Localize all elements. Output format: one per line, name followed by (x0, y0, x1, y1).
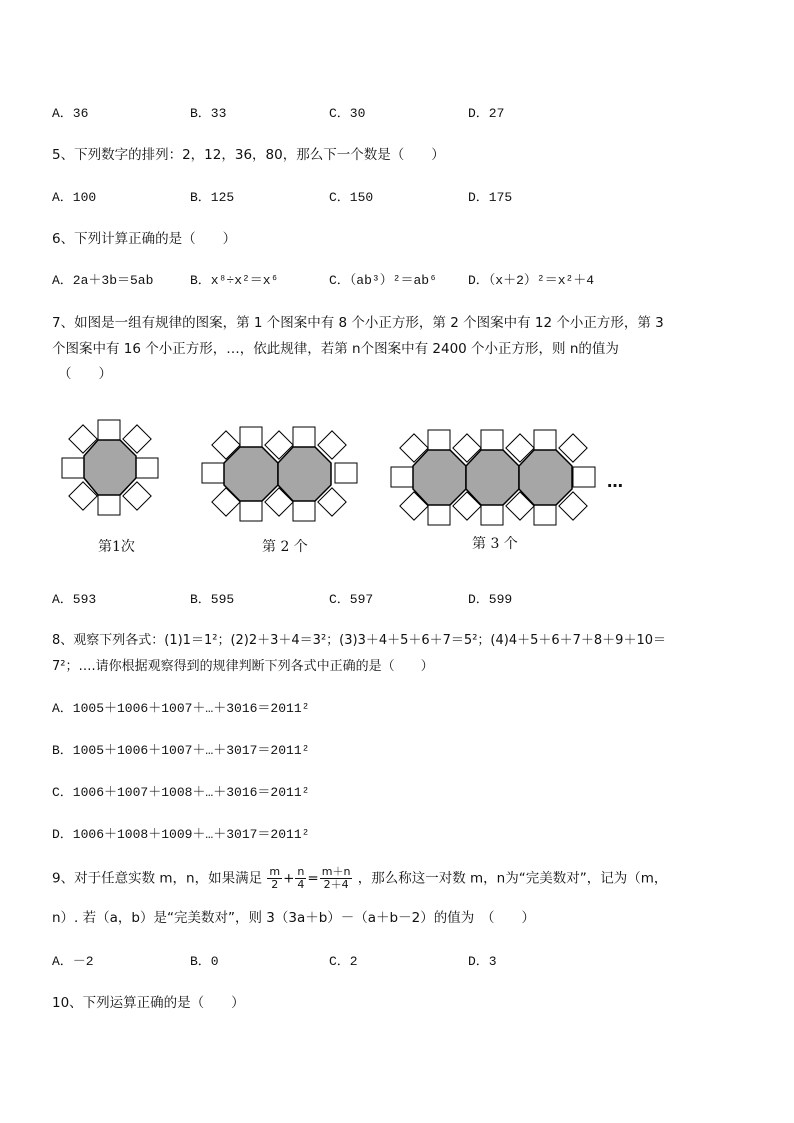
q7-line-1: 7、如图是一组有规律的图案，第 1 个图案中有 8 个小正方形，第 2 个图案中有 12 个小正方形，第 3 (52, 315, 664, 331)
q8-line-2: 7²；….请你根据观察得到的规律判断下列各式中正确的是（ ） (52, 659, 434, 674)
q8-option-a: A．1005＋1006＋1007＋…＋3016＝2011² (52, 701, 310, 716)
q9-option-d: D．3 (468, 954, 497, 969)
q10-stem: 10、下列运算正确的是（ ） (52, 995, 245, 1011)
q4-option-a: A．36 (52, 106, 89, 121)
fraction-sum: $\frac{m+n}{2+4}$ (321, 865, 351, 891)
q7-option-c: C．597 (329, 592, 374, 607)
q9-option-c: C．2 (329, 954, 358, 969)
q6-option-d: D．（x＋2）²＝x²＋4 (468, 273, 595, 288)
fraction-m-over-2: $\frac{m}{2}$ (269, 865, 281, 891)
pattern-ellipsis: … (607, 472, 623, 491)
q4-option-b: B．33 (190, 106, 227, 121)
q7-option-b: B．595 (190, 592, 235, 607)
q9-line-2: n）. 若（a，b）是“完美数对”，则 3（3a＋b）－（a＋b－2）的值为 （ ） (52, 910, 535, 926)
q6-stem: 6、下列计算正确的是（ ） (52, 231, 237, 247)
q7-line-2: 个图案中有 16 个小正方形，…，依此规律，若第 n个图案中有 2400 个小正方形，则 n的值为 (52, 341, 619, 357)
q7-option-a: A．593 (52, 592, 97, 607)
q8-option-b: B．1005＋1006＋1007＋…＋3017＝2011² (52, 743, 310, 758)
fraction-n-over-4: $\frac{n}{4}$ (297, 865, 305, 891)
q7-line-3: （ ） (58, 366, 112, 382)
pattern-caption-2: 第 2 个 (262, 539, 308, 555)
q5-option-b: B．125 (190, 190, 235, 205)
q4-option-d: D．27 (468, 106, 505, 121)
q9-post: ，那么称这一对数 m，n为“完美数对”，记为（m， (357, 870, 668, 887)
q5-option-a: A．100 (52, 190, 97, 205)
pattern-figure-2 (198, 422, 363, 527)
q5-stem: 5、下列数字的排列：2，12，36，80，那么下一个数是（ ） (52, 147, 445, 163)
q5-option-d: D．175 (468, 190, 513, 205)
pattern-figure-3 (388, 425, 603, 530)
q9-option-b: B．0 (190, 954, 219, 969)
pattern-caption-1: 第1次 (98, 539, 135, 555)
q5-option-c: C．150 (329, 190, 374, 205)
q6-option-a: A．2a＋3b＝5ab (52, 273, 154, 288)
q8-line-1: 8、观察下列各式：(1)1＝1²；(2)2＋3＋4＝3²；(3)3＋4＋5＋6＋7＝5²；(4)4＋5＋6＋7＋8＋9＋10＝ (52, 633, 666, 648)
q4-option-c: C．30 (329, 106, 366, 121)
q6-option-b: B．x⁸÷x²＝x⁶ (190, 273, 279, 288)
q9-pre: 9、对于任意实数 m，n，如果满足 (52, 870, 263, 887)
pattern-caption-3: 第 3 个 (472, 536, 518, 552)
q9-option-a: A．－2 (52, 954, 94, 969)
q9-line-1: 9、对于任意实数 m，n，如果满足 $\frac{m}{2}$ + $\frac{n}{4}$ = $\frac{m+n}{2+4}$ ，那么称这一对数 m，n为“完美数对”，记为（m， (52, 865, 668, 891)
q8-option-d: D．1006＋1008＋1009＋…＋3017＝2011² (52, 827, 310, 842)
q8-option-c: C．1006＋1007＋1008＋…＋3016＝2011² (52, 785, 310, 800)
pattern-figure-1 (55, 415, 165, 520)
q6-option-c: C．（ab³）²＝ab⁶ (329, 273, 437, 288)
q7-option-d: D．599 (468, 592, 513, 607)
